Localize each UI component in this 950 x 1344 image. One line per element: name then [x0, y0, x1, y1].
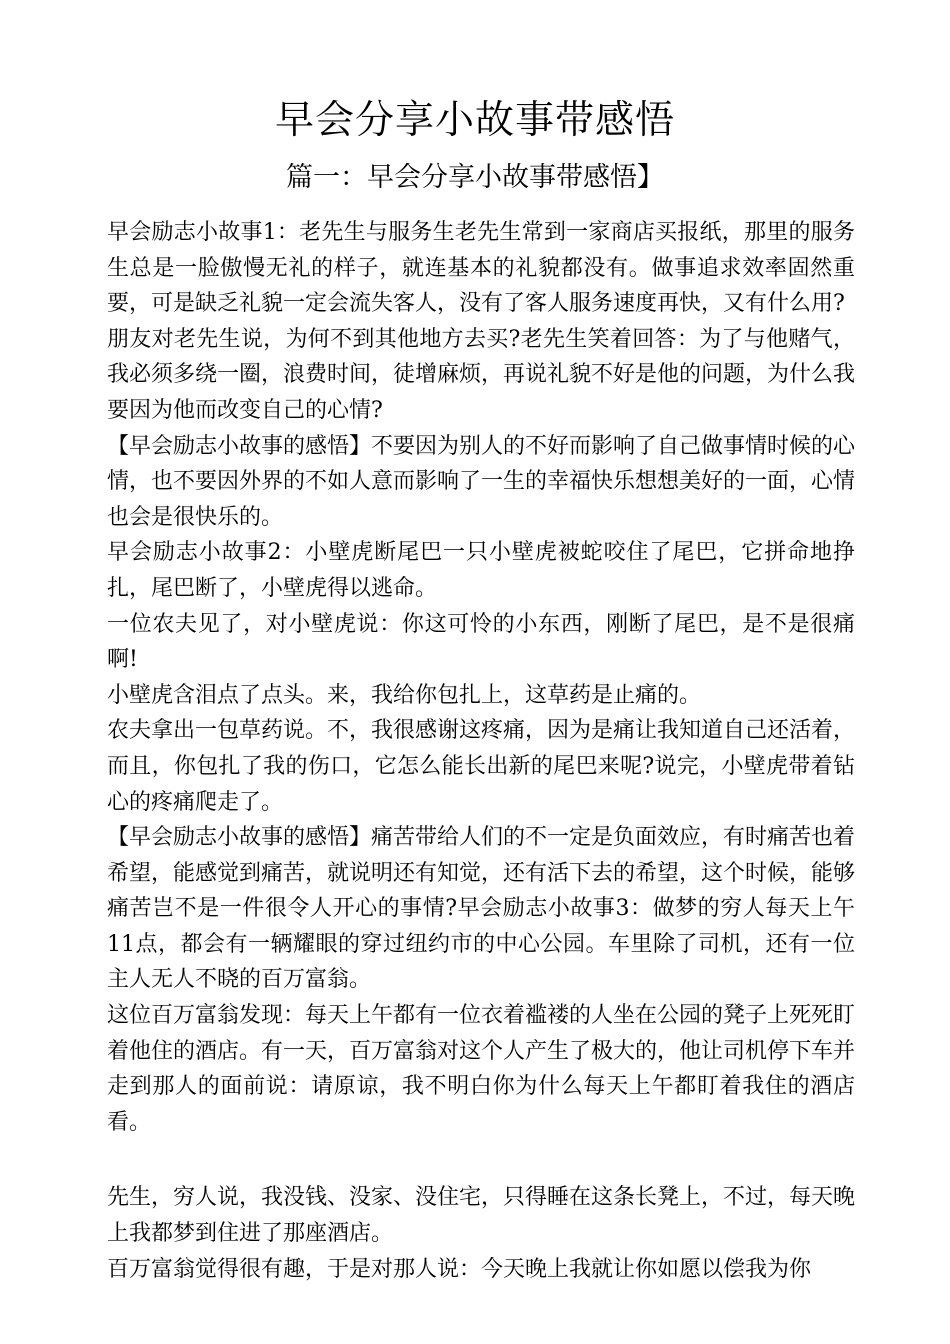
- paragraph-insight1: 【早会励志小故事的感悟】不要因为别人的不好而影响了自己做事情时候的心情，也不要因外界的不如人意而影响了一生的幸福快乐想想美好的一面，心情也会是很快乐的。: [107, 433, 856, 530]
- paragraph-millionaire: 这位百万富翁发现：每天上午都有一位衣着褴褛的人坐在公园的凳子上死死盯着他住的酒店。有一天，百万富翁对这个人产生了极大的，他让司机停下车并走到那人的面前说：请原谅，我不明白你为什么每天上午都盯着我住的酒店看。: [107, 1003, 856, 1135]
- paragraph-friend-question: 朋友对老先生说，为何不到其他地方去买?老先生笑着回答：为了与他赌气，我必须多绕一圈，浪费时间，徒增麻烦，再说礼貌不好是他的问题，为什么我要因为他而改变自己的心情?: [107, 326, 856, 423]
- paragraph-poor-man: 先生，穷人说，我没钱、没家、没住宅，只得睡在这条长凳上，不过，每天晚上我都梦到住进了那座酒店。: [107, 1185, 856, 1247]
- paragraph-gap: [107, 1140, 855, 1180]
- document-body: [107, 215, 855, 1287]
- paragraph-story2: 早会励志小故事2：小壁虎断尾巴一只小壁虎被蛇咬住了尾巴，它拼命地挣扎，尾巴断了，小壁虎得以逃命。: [107, 540, 855, 601]
- paragraph-gecko-reply: 农夫拿出一包草药说。不，我很感谢这疼痛，因为是痛让我知道自己还活着，而且，你包扎了我的伤口，它怎么能长出新的尾巴来呢?说完，小壁虎带着钻心的疼痛爬走了。: [107, 718, 856, 815]
- paragraph-insight2-story3: 【早会励志小故事的感悟】痛苦带给人们的不一定是负面效应，有时痛苦也着希望，能感觉到痛苦，就说明还有知觉，还有活下去的希望，这个时候，能够痛苦岂不是一件很令人开心的事情?早会励志小故事3：做梦的穷人每天上午11点，都会有一辆耀眼的穿过纽约市的中心公园。车里除了司机，还有一位主人无人不晓的百万富翁。: [107, 825, 856, 993]
- document-subtitle: 篇一：早会分享小故事带感悟】: [286, 162, 664, 193]
- paragraph-millionaire-reply: 百万富翁觉得很有趣，于是对那人说：今天晚上我就让你如愿以偿我为你: [107, 1256, 812, 1282]
- paragraph-story1: 早会励志小故事1：老先生与服务生老先生常到一家商店买报纸，那里的服务生总是一脸傲慢无礼的样子，就连基本的礼貌都没有。做事追求效率固然重要，可是缺乏礼貌一定会流失客人，没有了客人服务速度再快，又有什么用?: [107, 220, 855, 317]
- document-title: 早会分享小故事带感悟: [274, 98, 675, 143]
- paragraph-gecko-nod: 小壁虎含泪点了点头。来，我给你包扎上，这草药是止痛的。: [107, 682, 702, 708]
- paragraph-farmer: 一位农夫见了，对小壁虎说：你这可怜的小东西，刚断了尾巴，是不是很痛啊!: [107, 611, 855, 673]
